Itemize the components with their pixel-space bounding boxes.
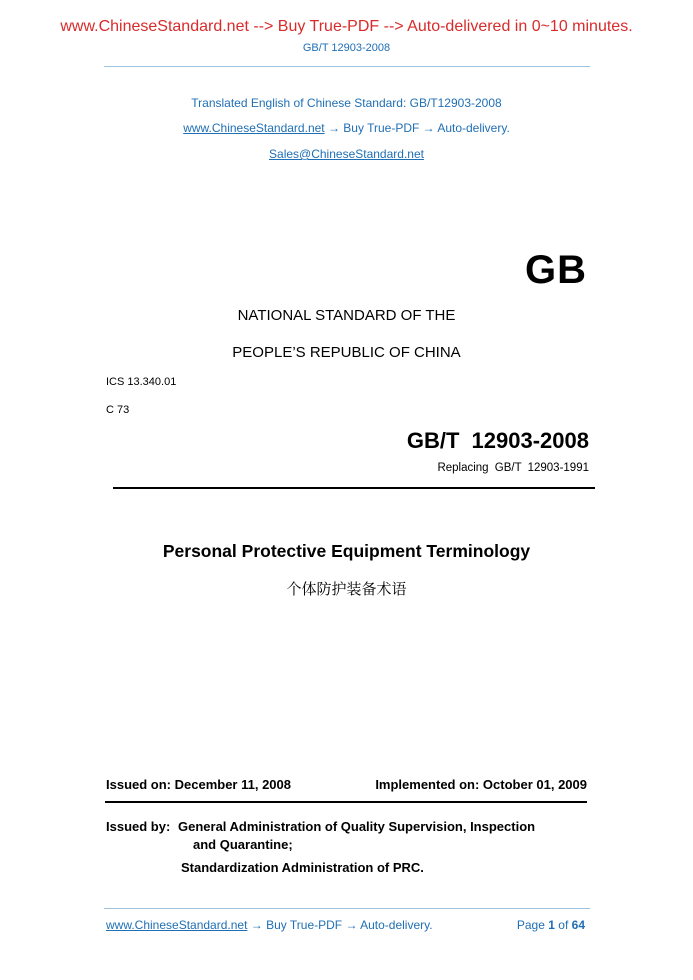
national-standard-line2: PEOPLE’S REPUBLIC OF CHINA bbox=[232, 344, 461, 361]
page-label: Page bbox=[516, 918, 545, 932]
document-title-cn: 个体防护装备术语 bbox=[286, 580, 407, 598]
national-standard-line1: NATIONAL STANDARD OF THE bbox=[237, 307, 456, 324]
document-title-en: Personal Protective Equipment Terminology bbox=[162, 541, 531, 561]
footer-site-link[interactable]: www.ChineseStandard.net bbox=[106, 918, 248, 932]
page-indicator bbox=[517, 918, 585, 932]
top-banner: www.ChineseStandard.net --> Buy True-PDF --> Auto-delivered in 0~10 minutes. bbox=[60, 18, 633, 35]
header-standard-code: GB/T 12903-2008 bbox=[302, 42, 391, 54]
ics-code: ICS 13.340.01 bbox=[106, 376, 177, 388]
page-current: 1 bbox=[548, 918, 555, 932]
header-divider bbox=[104, 66, 590, 67]
issued-by-label: Issued by: bbox=[106, 819, 171, 834]
issuer-2: Standardization Administration of PRC. bbox=[181, 860, 424, 875]
title-divider bbox=[113, 487, 595, 489]
issuer-1-line1: General Administration of Quality Supervision, Inspection bbox=[178, 819, 536, 834]
footer-buy-text: → Buy True-PDF → Auto-delivery. bbox=[247, 918, 433, 932]
page-total: 64 bbox=[571, 918, 585, 932]
replacing-note: Replacing GB/T 12903-1991 bbox=[437, 462, 589, 474]
site-link[interactable]: www.ChineseStandard.net bbox=[183, 121, 325, 135]
sales-line bbox=[0, 147, 693, 161]
footer-divider bbox=[104, 908, 590, 909]
standard-number: GB/T 12903-2008 bbox=[406, 428, 589, 453]
issued-on-date: Issued on: December 11, 2008 bbox=[106, 777, 291, 792]
buy-text: → Buy True-PDF → Auto-delivery. bbox=[324, 121, 510, 135]
page-of: of bbox=[558, 918, 569, 932]
implemented-on-date: Implemented on: October 01, 2009 bbox=[375, 777, 587, 792]
footer-buy-line bbox=[106, 918, 433, 932]
gb-mark: GB bbox=[525, 248, 587, 292]
ccs-code: C 73 bbox=[106, 404, 130, 416]
intro-buy-line bbox=[0, 121, 693, 135]
translation-note: Translated English of Chinese Standard: GB/T12903-2008 bbox=[191, 96, 502, 110]
sales-email-link[interactable]: Sales@ChineseStandard.net bbox=[269, 147, 424, 161]
dates-divider bbox=[105, 801, 587, 803]
issuer-1-line2: and Quarantine; bbox=[193, 837, 293, 852]
